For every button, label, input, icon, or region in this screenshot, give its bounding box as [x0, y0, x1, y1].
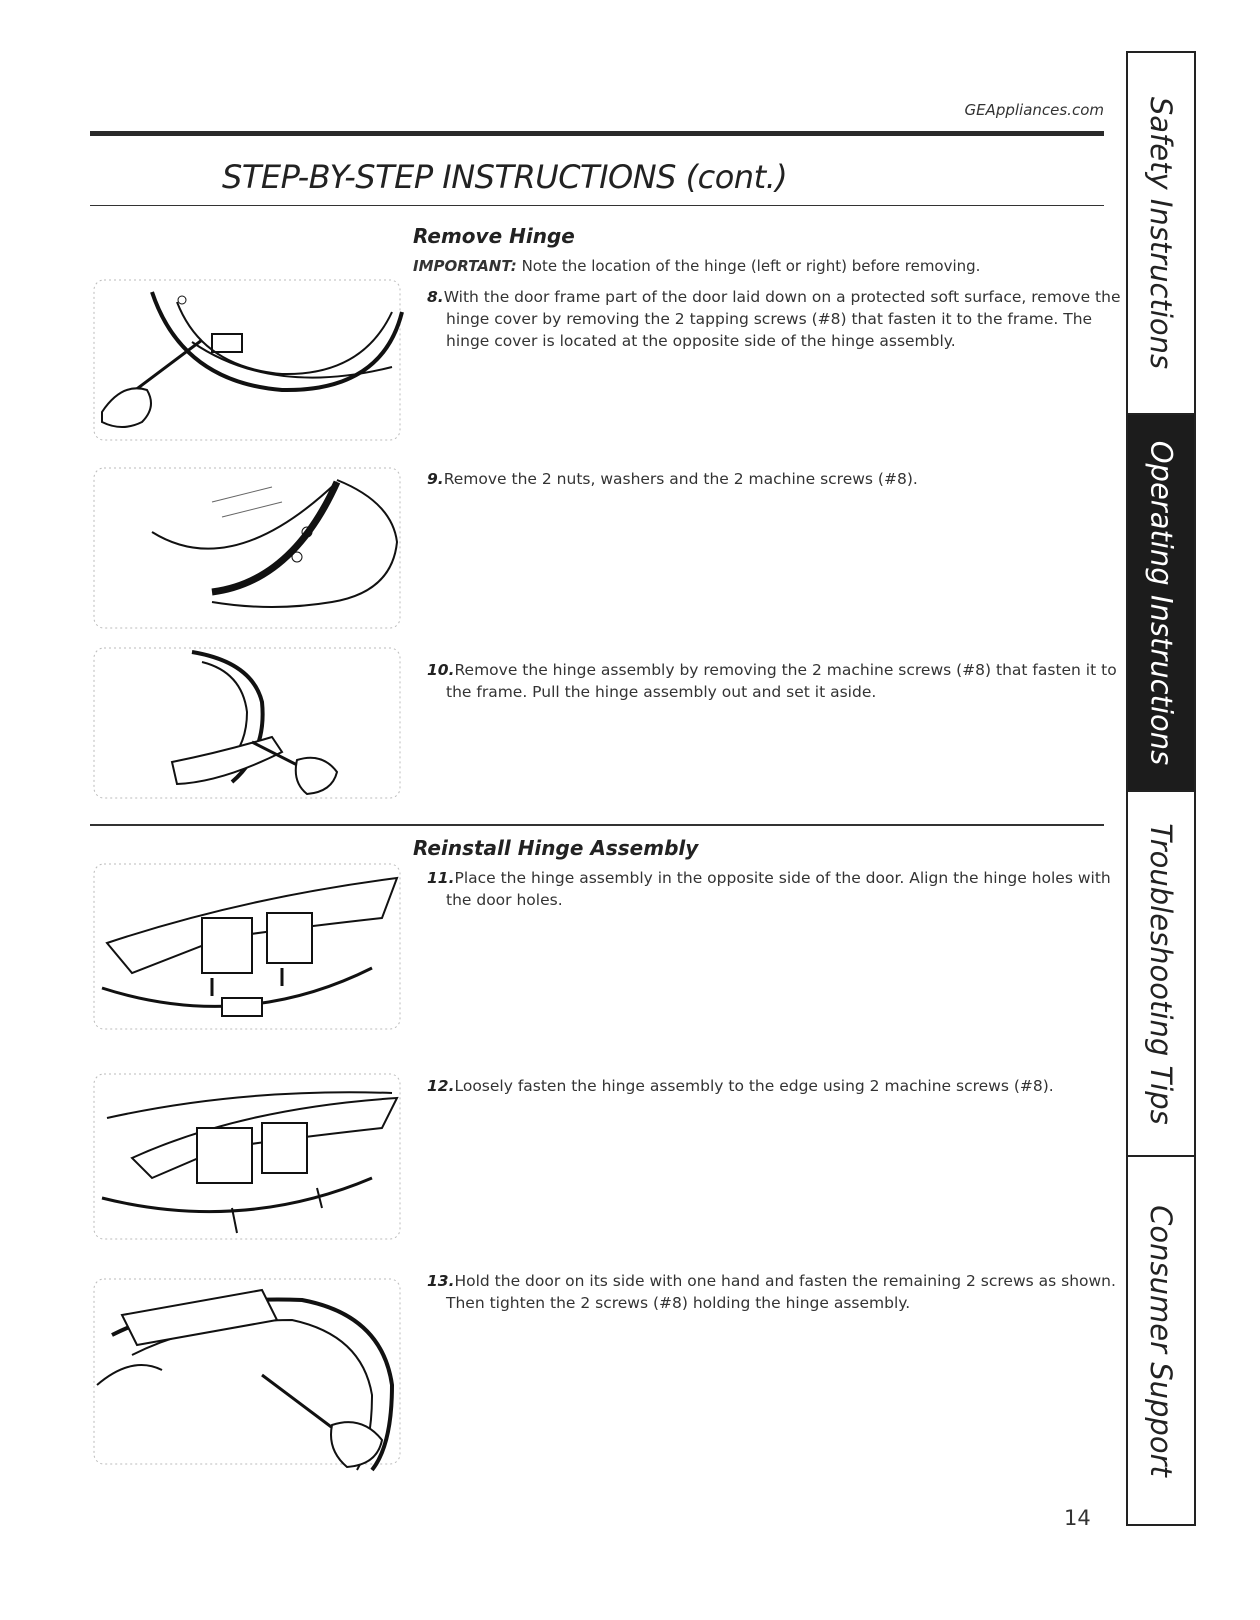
step-11: 11.Place the hinge assembly in the opposite side of the door. Align the hinge holes with the door holes. [427, 869, 1111, 909]
important-label: IMPORTANT: [413, 257, 517, 275]
tab-consumer-support[interactable]: Consumer Support [1144, 1204, 1179, 1477]
section-tabs [1126, 51, 1196, 1526]
tab-safety-instructions[interactable]: Safety Instructions [1128, 53, 1194, 415]
header-rule [90, 131, 1104, 136]
illustration-remove-hinge-cover [92, 272, 404, 444]
important-note [413, 257, 980, 275]
page-title: STEP-BY-STEP INSTRUCTIONS (cont.) [222, 158, 788, 196]
title-underline [90, 205, 1104, 206]
step-10: 10.Remove the hinge assembly by removing the 2 machine screws (#8) that fasten it to the frame. Pull the hinge assembly out and set it aside. [427, 661, 1117, 701]
illustration-hold-door-fasten [92, 1275, 404, 1475]
step-13: 13.Hold the door on its side with one hand and fasten the remaining 2 screws as shown. Then tighten the 2 screws (#8) holding the hinge assembly. [427, 1272, 1116, 1312]
page-number: 14 [1064, 1506, 1091, 1530]
step-9: 9.Remove the 2 nuts, washers and the 2 machine screws (#8). [427, 470, 918, 488]
step-12: 12.Loosely fasten the hinge assembly to the edge using 2 machine screws (#8). [427, 1077, 1054, 1095]
tab-operating-instructions[interactable]: Operating Instructions [1128, 415, 1194, 792]
remove-hinge-heading: Remove Hinge [413, 224, 575, 248]
illustration-place-hinge [92, 858, 404, 1038]
illustration-remove-nuts [92, 462, 404, 634]
important-text: Note the location of the hinge (left or right) before removing. [521, 257, 981, 275]
tab-troubleshooting-tips[interactable]: Troubleshooting Tips [1128, 792, 1194, 1157]
step-8: 8.With the door frame part of the door laid down on a protected soft surface, remove the hinge cover by removing the 2 tapping screws (#8) that fasten it to the frame. The hinge cover is located at the opposite side of the hinge assembly. [427, 288, 1121, 350]
illustration-fasten-hinge [92, 1068, 404, 1248]
reinstall-hinge-heading: Reinstall Hinge Assembly [413, 836, 699, 860]
illustration-remove-hinge-assembly [92, 642, 404, 814]
site-url: GEAppliances.com [964, 101, 1104, 119]
section-divider [90, 824, 1104, 826]
